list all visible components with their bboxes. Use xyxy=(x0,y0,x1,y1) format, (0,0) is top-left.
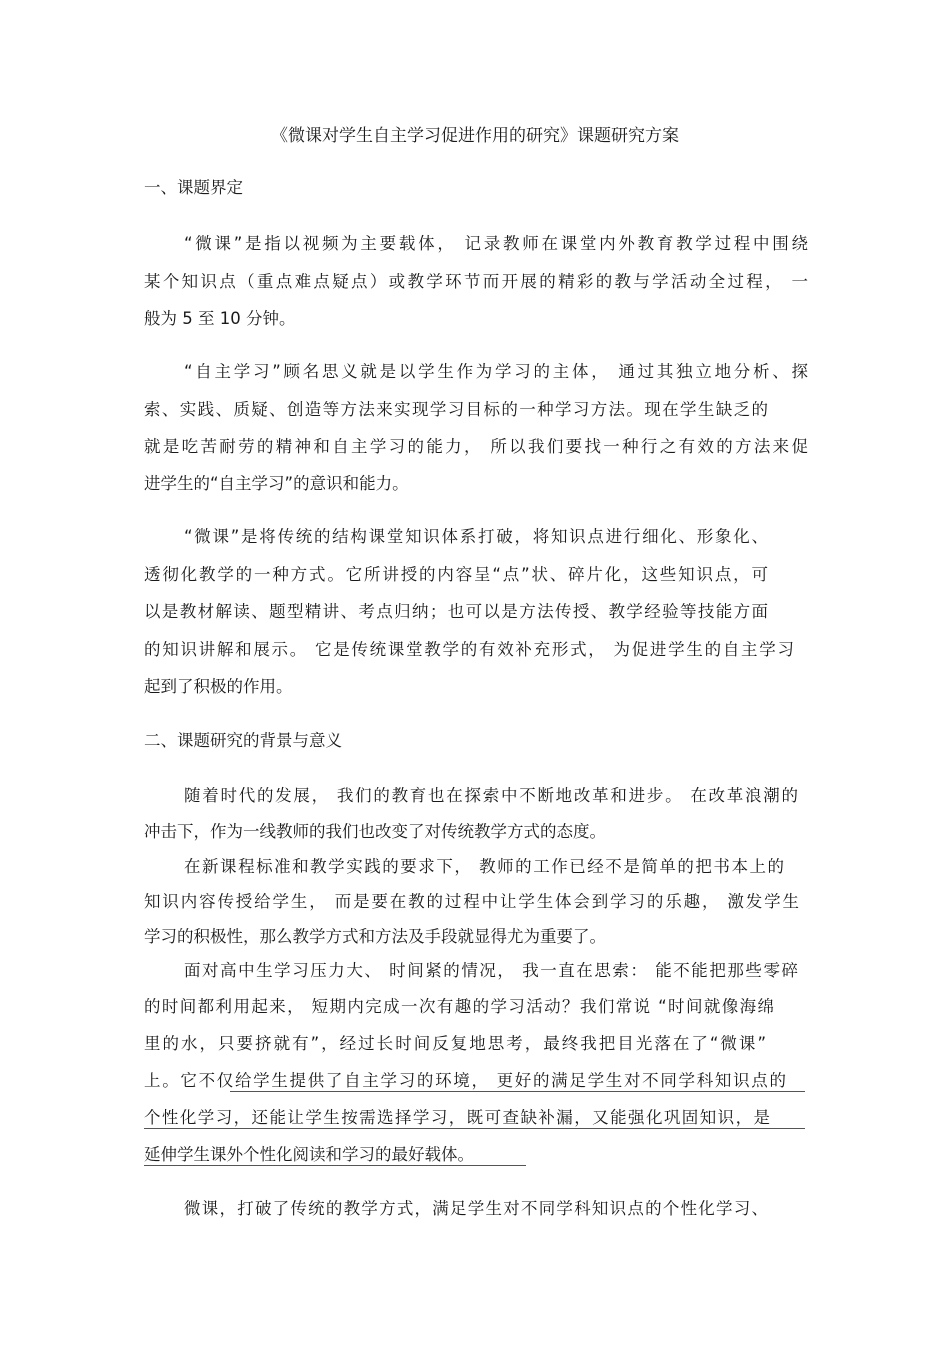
paragraph-line: 起到了积极的作用。 xyxy=(144,677,293,696)
section1-heading: 一、课题界定 xyxy=(144,178,243,197)
paragraph-line: “微课”是指以视频为主要载体， 记录教师在课堂内外教育教学过程中围绕 xyxy=(184,234,808,253)
paragraph-line: 透彻化教学的一种方式。它所讲授的内容呈“点”状、碎片化，这些知识点，可 xyxy=(144,565,768,584)
paragraph-line: 延伸学生课外个性化阅读和学习的最好载体。 xyxy=(144,1145,474,1164)
document-title: 《微课对学生自主学习促进作用的研究》课题研究方案 xyxy=(271,126,679,146)
paragraph-line: 以是教材解读、题型精讲、考点归纳；也可以是方法传授、教学经验等技能方面 xyxy=(144,602,768,621)
paragraph-line: “微课”是将传统的结构课堂知识体系打破，将知识点进行细化、形象化、 xyxy=(184,527,768,546)
underline xyxy=(230,1091,805,1092)
paragraph-line: 索、实践、质疑、创造等方法来实现学习目标的一种学习方法。现在学生缺乏的 xyxy=(144,400,768,419)
paragraph-line: 冲击下，作为一线教师的我们也改变了对传统教学方式的态度。 xyxy=(144,822,606,841)
paragraph-line: 学习的积极性，那么教学方式和方法及手段就显得尤为重要了。 xyxy=(144,927,606,946)
paragraph-line: 面对高中生学习压力大、 时间紧的情况， 我一直在思索： 能不能把那些零碎 xyxy=(184,961,798,980)
underline xyxy=(144,1128,805,1129)
paragraph-line: 般为 5 至 10 分钟。 xyxy=(144,309,296,328)
paragraph-line: 在新课程标准和教学实践的要求下， 教师的工作已经不是简单的把书本上的 xyxy=(184,857,784,876)
paragraph-line: 随着时代的发展， 我们的教育也在探索中不断地改革和进步。 在改革浪潮的 xyxy=(184,786,798,805)
paragraph-line: 上。它不仅给学生提供了自主学习的环境， 更好的满足学生对不同学科知识点的 xyxy=(144,1071,786,1090)
paragraph-line: 个性化学习，还能让学生按需选择学习，既可查缺补漏，又能强化巩固知识，是 xyxy=(144,1108,770,1127)
paragraph-line: “自主学习”顾名思义就是以学生作为学习的主体， 通过其独立地分析、探 xyxy=(184,362,808,381)
paragraph-line: 某个知识点（重点难点疑点）或教学环节而开展的精彩的教与学活动全过程， 一 xyxy=(144,272,808,291)
paragraph-line: 里的水，只要挤就有”，经过长时间反复地思考，最终我把目光落在了“微课” xyxy=(144,1034,766,1053)
paragraph-line: 的时间都利用起来， 短期内完成一次有趣的学习活动？我们常说 “时间就像海绵 xyxy=(144,997,774,1016)
paragraph-line: 知识内容传授给学生， 而是要在教的过程中让学生体会到学习的乐趣， 激发学生 xyxy=(144,892,799,911)
section2-heading: 二、课题研究的背景与意义 xyxy=(144,731,342,750)
underline xyxy=(144,1165,526,1166)
paragraph-line: 微课，打破了传统的教学方式，满足学生对不同学科知识点的个性化学习、 xyxy=(184,1199,768,1218)
paragraph-line: 就是吃苦耐劳的精神和自主学习的能力， 所以我们要找一种行之有效的方法来促 xyxy=(144,437,808,456)
paragraph-line: 进学生的“自主学习”的意识和能力。 xyxy=(144,474,409,493)
paragraph-line: 的知识讲解和展示。 它是传统课堂教学的有效补充形式， 为促进学生的自主学习 xyxy=(144,640,794,659)
